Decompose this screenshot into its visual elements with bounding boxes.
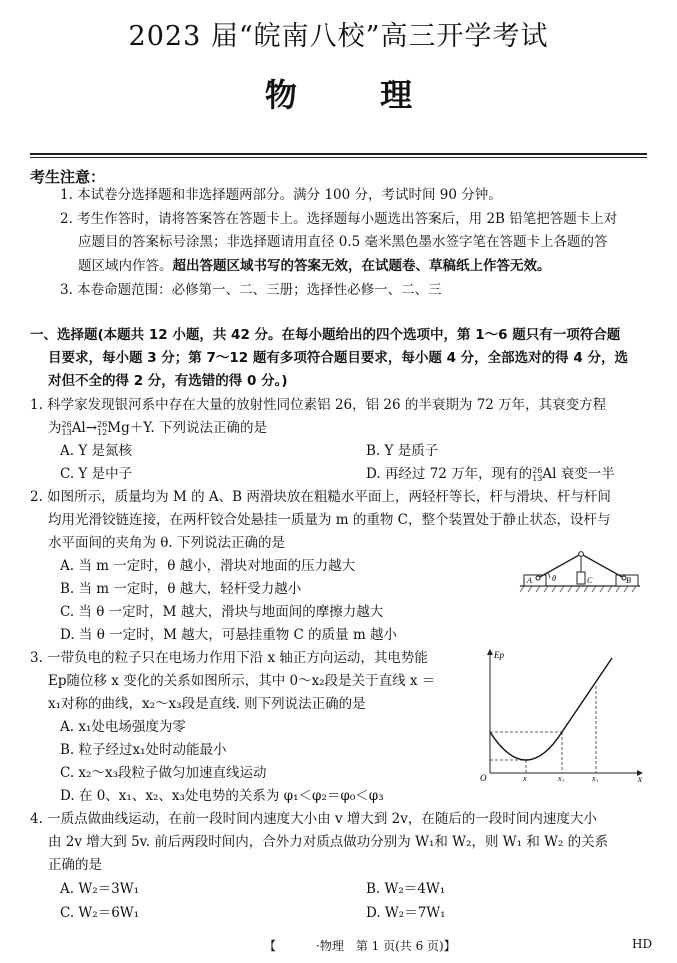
header-rule-bottom bbox=[30, 157, 647, 158]
rod-right bbox=[581, 554, 624, 578]
q2-slider-figure bbox=[518, 548, 643, 596]
y-axis-label: Ep bbox=[494, 650, 504, 660]
tick-x2: x₂ bbox=[558, 774, 565, 782]
x-axis-label: x bbox=[638, 774, 642, 782]
header-rule-top bbox=[30, 153, 647, 155]
top-hinge bbox=[579, 552, 584, 557]
al-mass-number-d: 26 bbox=[532, 465, 543, 475]
q2-stem-line-1: 2. 如图所示，质量均为 M 的 A、B 两滑块放在粗糙水平面上，两轻杆等长，杆与滑块、杆与杆间 bbox=[30, 489, 611, 505]
ground-hatch bbox=[520, 586, 636, 592]
q3-option-d: D. 在 0、x₁、x₂、x₃处电势的关系为 φ₁＜φ₂＝φ₀＜φ₃ bbox=[60, 788, 384, 804]
q4-stem-line-3: 正确的是 bbox=[48, 857, 102, 873]
q3-stem-line-1: 3. 一带负电的粒子只在电场力作用下沿 x 轴正方向运动，其电势能 bbox=[30, 650, 428, 666]
q2-option-b: B. 当 m 一定时，θ 越大，轻杆受力越小 bbox=[60, 581, 302, 597]
section1-line-3: 对但不全的得 2 分，有选错的得 0 分。) bbox=[48, 373, 288, 389]
al-mass-number: 26 bbox=[61, 419, 72, 429]
hinge-a bbox=[536, 576, 540, 580]
mg-mass-number: 26 bbox=[97, 419, 108, 429]
q3-option-a: A. x₁处电场强度为零 bbox=[60, 719, 186, 735]
q4-option-c: C. W₂＝6W₁ bbox=[60, 905, 140, 921]
al-isotope-numbers bbox=[62, 421, 72, 437]
q4-option-a: A. W₂＝3W₁ bbox=[60, 881, 139, 897]
q1-stem-line-1: 1. 科学家发现银河系中存在大量的放射性同位素铝 26，铝 26 的半衰期为 72 万年，其衰变方程 bbox=[30, 397, 607, 413]
q1-stem-mg: Mg＋Y. 下列说法正确的是 bbox=[107, 420, 267, 436]
q1-option-a: A. Y 是氮核 bbox=[60, 443, 133, 459]
ep-curve bbox=[490, 658, 612, 760]
notice-heading: 考生注意： bbox=[30, 168, 106, 186]
label-theta: θ bbox=[552, 574, 556, 583]
q3-stem-line-3: x₁对称的曲线，x₂～x₃段是直线. 则下列说法正确的是 bbox=[48, 696, 366, 712]
subject-title: 物 理 bbox=[264, 76, 449, 114]
section1-line-1: 一、选择题(本题共 12 小题，共 42 分。在每小题给出的四个选项中，第 1～6 题只有一项符合题 bbox=[30, 327, 621, 343]
weight-c bbox=[577, 572, 585, 584]
label-a: A bbox=[527, 576, 532, 585]
notice-item-2-cont2 bbox=[78, 258, 551, 275]
q1-stem-al: Al→ bbox=[71, 420, 98, 436]
q1-option-d-pre: D. 再经过 72 万年，现有的 bbox=[366, 466, 533, 482]
q4-option-d: D. W₂＝7W₁ bbox=[366, 905, 446, 921]
footer-code: HD bbox=[632, 937, 653, 951]
origin-label: O bbox=[480, 773, 487, 782]
angle-arc bbox=[548, 573, 550, 578]
q1-option-b: B. Y 是质子 bbox=[366, 443, 439, 459]
q3-potential-energy-graph bbox=[478, 646, 648, 782]
notice-item-2: 2. 考生作答时，请将答案答在答题卡上。选择题每小题选出答案后，用 2B 铅笔把答题卡上对 bbox=[60, 211, 618, 227]
q3-option-c: C. x₂～x₃段粒子做匀加速直线运动 bbox=[60, 765, 267, 781]
q1-option-c: C. Y 是中子 bbox=[60, 466, 133, 482]
tick-x3: x₃ bbox=[592, 774, 599, 782]
footer-page-info: ·物理 第 1 页(共 6 页)】 bbox=[316, 939, 456, 953]
q3-stem-line-2: Ep随位移 x 变化的关系如图所示，其中 0～x₂段是关于直线 x ＝ bbox=[48, 673, 436, 689]
notice-item-3: 3. 本卷命题范围：必修第一、二、三册；选择性必修一、二、三 bbox=[60, 282, 442, 298]
notice-item-2-tail: 题区域内作答。 bbox=[78, 258, 173, 274]
footer-left-bracket: 【 bbox=[264, 939, 277, 953]
rod-left bbox=[538, 554, 581, 578]
q1-option-d-post: Al 衰变一半 bbox=[542, 466, 615, 482]
q1-stem-prefix: 为 bbox=[48, 420, 62, 436]
q4-stem-line-1: 4. 一质点做曲线运动，在前一段时间内速度大小由 v 增大到 2v，在随后的一段时间内速度大小 bbox=[30, 811, 597, 827]
label-c: C bbox=[587, 576, 593, 585]
al-isotope-numbers-d bbox=[532, 467, 542, 483]
q2-stem-line-3: 水平面间的夹角为 θ. 下列说法正确的是 bbox=[48, 535, 286, 551]
al-atomic-number-d: 13 bbox=[532, 473, 543, 483]
q1-stem-line-2 bbox=[48, 420, 267, 437]
label-b: B bbox=[626, 576, 631, 585]
mg-isotope-numbers bbox=[97, 421, 107, 437]
notice-item-2-cont: 应题目的答案标号涂黑；非选择题请用直径 0.5 毫米黑色墨水签字笔在答题卡上各题的答 bbox=[78, 234, 608, 250]
exam-title: 2023 届“皖南八校”高三开学考试 bbox=[128, 21, 549, 52]
q4-option-b: B. W₂＝4W₁ bbox=[366, 881, 446, 897]
tick-x1: x bbox=[523, 774, 527, 782]
al-atomic-number: 13 bbox=[61, 427, 72, 437]
q3-option-b: B. 粒子经过x₁处时动能最小 bbox=[60, 742, 227, 758]
section1-line-2: 目要求，每小题 3 分；第 7～12 题有多项符合题目要求，每小题 4 分，全部选对的得 4 分，选 bbox=[48, 350, 628, 366]
q2-stem-line-2: 均用光滑铰链连接，在两杆铰合处悬挂一质量为 m 的重物 C，整个装置处于静止状态，设杆与 bbox=[48, 512, 611, 528]
notice-warning: 超出答题区域书写的答案无效，在试题卷、草稿纸上作答无效。 bbox=[172, 258, 551, 274]
q4-stem-line-2: 由 2v 增大到 5v. 前后两段时间内，合外力对质点做功分别为 W₁和 W₂，则 W₁ 和 W₂ 的关系 bbox=[48, 834, 609, 850]
q2-option-c: C. 当 θ 一定时，M 越大，滑块与地面间的摩擦力越大 bbox=[60, 604, 384, 620]
q1-option-d bbox=[366, 466, 615, 483]
q2-option-a: A. 当 m 一定时，θ 越小，滑块对地面的压力越大 bbox=[60, 558, 356, 574]
notice-item-1: 1. 本试卷分选择题和非选择题两部分。满分 100 分，考试时间 90 分钟。 bbox=[60, 187, 502, 203]
q2-option-d: D. 当 θ 一定时，M 越大，可悬挂重物 C 的质量 m 越小 bbox=[60, 627, 398, 643]
mg-atomic-number: 12 bbox=[97, 427, 108, 437]
